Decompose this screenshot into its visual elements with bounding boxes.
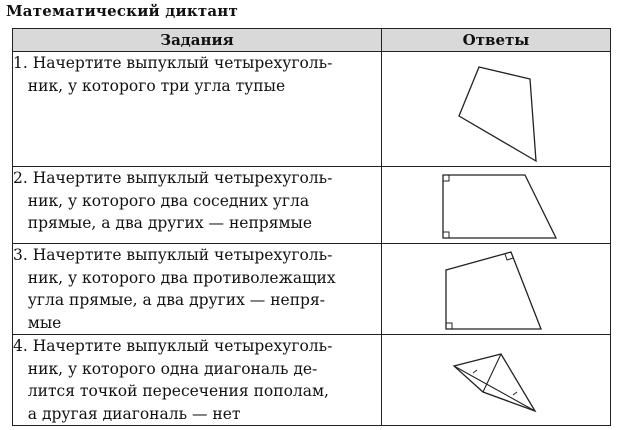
task-text: угла прямые, а два других — непря- [27,291,325,309]
quadrilateral-diagonals-icon [382,338,611,422]
table-row [13,244,611,335]
task-cell [13,52,382,167]
quadrilateral-opposite-right-angles-icon [382,247,611,331]
table-row [13,52,611,167]
task-text: ник, у которого три угла тупые [27,76,286,95]
task-number: 3. [13,246,28,264]
task-text: а другая диагональ — нет [27,404,241,423]
task-text: ник, у которого два соседних угла [27,191,310,210]
quadrilateral-three-obtuse-icon [382,53,611,165]
table-row [13,167,611,244]
answer-cell [382,244,611,335]
trapezoid-two-right-angles-icon [382,168,611,242]
task-number: 1. [13,54,28,72]
header-tasks: Задания [13,29,382,52]
page-title: Математический диктант [6,2,238,20]
task-cell [13,244,382,335]
answer-cell [382,52,611,167]
task-cell [13,335,382,426]
task-cell [13,167,382,244]
task-text: прямые, а два других — непрямые [27,214,313,232]
dictation-table [12,28,611,426]
task-text: Начертите выпуклый четырехуголь- [32,54,333,72]
task-number: 4. [13,337,28,355]
task-number: 2. [13,169,28,187]
answer-cell [382,335,611,426]
task-text: лится точкой пересечения пополам, [27,382,329,400]
task-text: Начертите выпуклый четырехуголь- [32,246,333,264]
task-text: ник, у которого одна диагональ де- [27,359,318,378]
table-row [13,335,611,426]
table-header-row [13,29,611,52]
header-answers: Ответы [382,29,611,52]
task-text: Начертите выпуклый четырехуголь- [32,337,333,355]
task-text: Начертите выпуклый четырехуголь- [32,169,333,187]
task-text: ник, у которого два противолежащих [27,268,336,287]
task-text: мые [27,313,62,332]
answer-cell [382,167,611,244]
